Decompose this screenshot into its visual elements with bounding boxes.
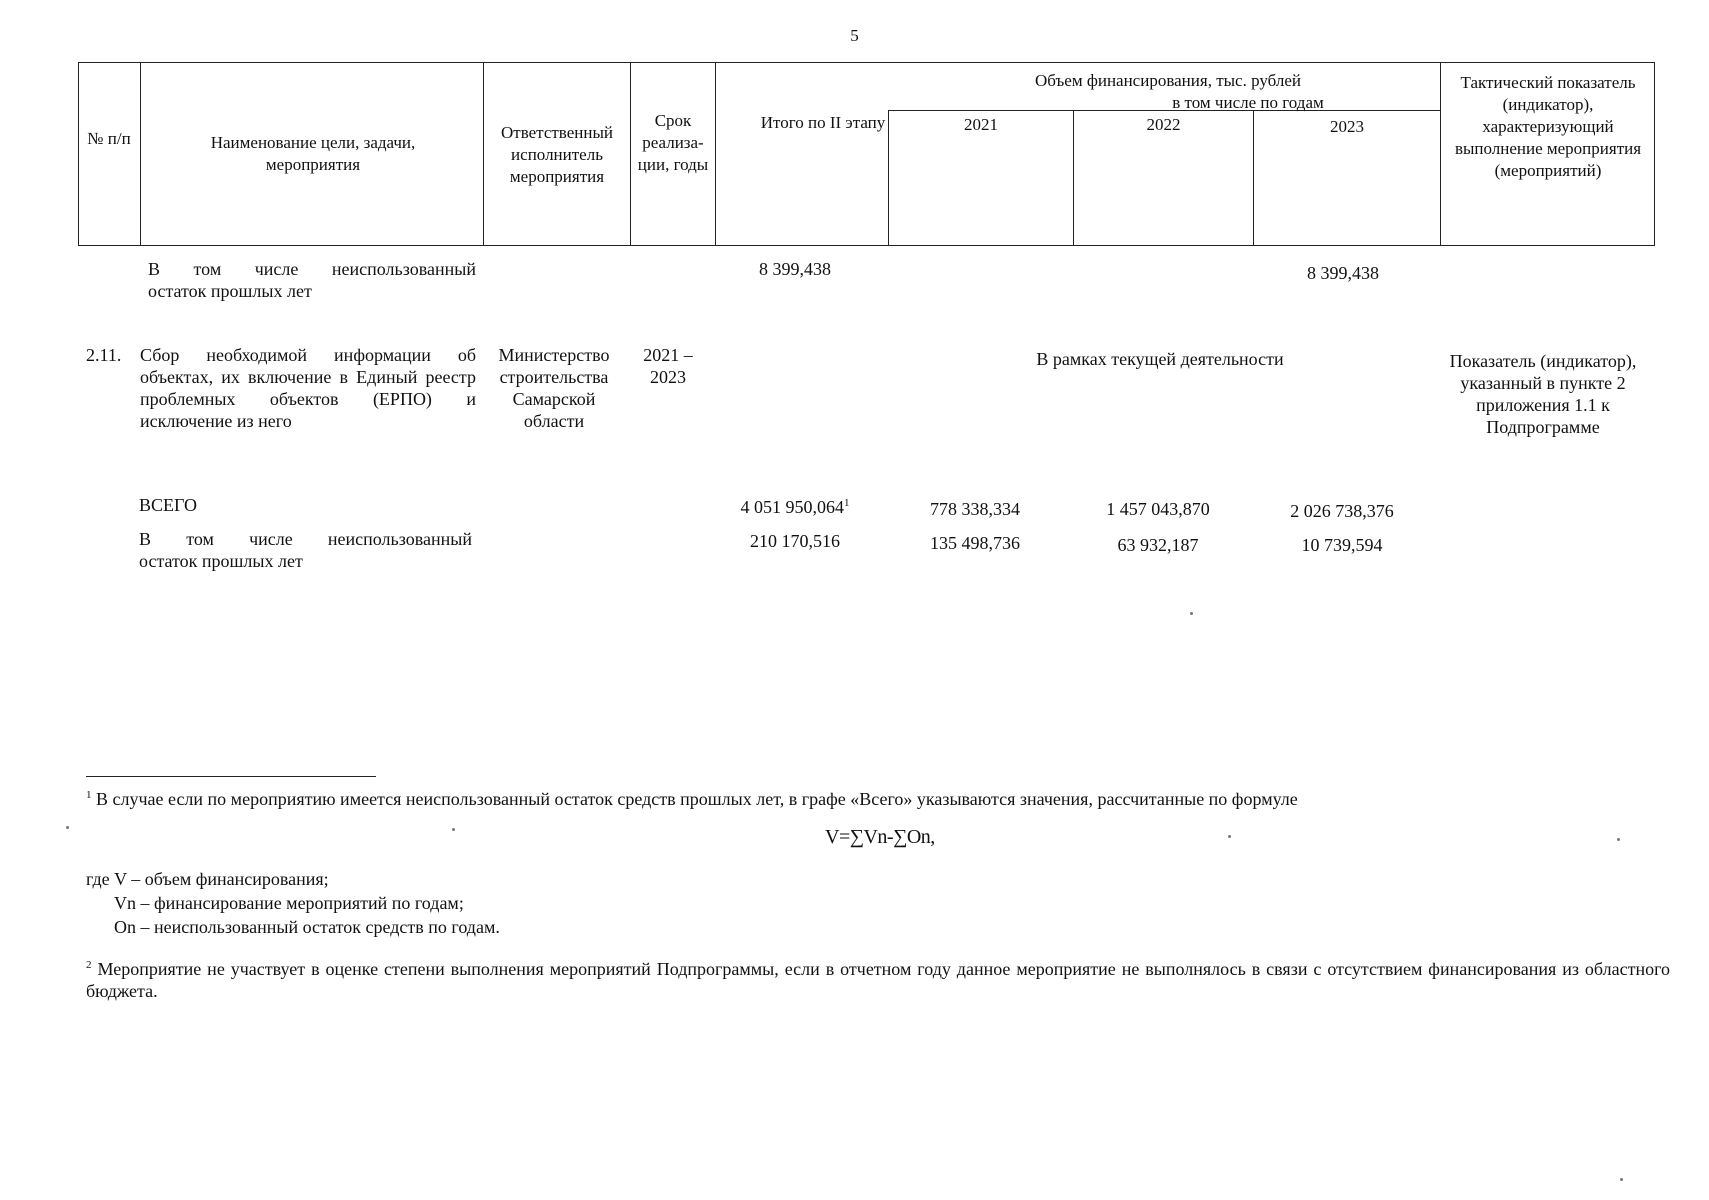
row-unused-total-name-line1: В том числе неиспользованный	[139, 529, 472, 549]
footnote-where-vn: Vn – финансирование мероприятий по годам;	[114, 893, 464, 913]
row-total-footnote-mark: 1	[844, 497, 850, 509]
row-total-2023: 2 026 738,376	[1290, 501, 1394, 521]
header-col-indicator: Тактический показатель (индикатор), характеризующий выполнение мероприятия (мероприятий)	[1454, 73, 1642, 180]
row-total-total-value: 4 051 950,064	[740, 497, 844, 517]
footnote-where-on: On – неиспользованный остаток средств по годам.	[114, 917, 500, 937]
row-unused-total-2023: 10 739,594	[1301, 535, 1383, 555]
table-header	[78, 62, 1655, 248]
row-unused-total-total: 210 170,516	[750, 531, 840, 551]
footnote-2-mark: 2	[86, 959, 92, 971]
footnote-where-v: где V – объем финансирования;	[86, 869, 329, 889]
row-total-2022: 1 457 043,870	[1106, 499, 1210, 519]
header-year-2023: 2023	[1330, 117, 1364, 136]
row-211-number: 2.11.	[86, 345, 122, 365]
row-total-total	[710, 496, 880, 518]
footnote-divider	[86, 776, 376, 777]
footnote-1-mark: 1	[86, 789, 92, 801]
scan-speck	[1228, 835, 1231, 838]
scan-speck	[1617, 838, 1620, 841]
header-col-name: Наименование цели, задачи, мероприятия	[210, 133, 416, 174]
row-unused-1-total: 8 399,438	[759, 259, 831, 279]
col-divider	[715, 62, 716, 246]
header-col-executor: Ответственный исполнитель мероприятия	[501, 123, 613, 186]
page-number: 5	[850, 26, 859, 45]
col-divider	[140, 62, 141, 246]
row-211-funding-note: В рамках текущей деятельности	[1036, 349, 1284, 369]
row-211-term: 2021 – 2023	[643, 345, 693, 387]
header-col-by-years: в том числе по годам	[1172, 93, 1324, 112]
row-unused-total-name-line2: остаток прошлых лет	[139, 551, 303, 571]
footnote-2	[86, 958, 1670, 1002]
row-unused-1-2023: 8 399,438	[1307, 263, 1379, 283]
footnote-2-text: Мероприятие не участвует в оценке степени выполнения мероприятий Подпрограммы, если в отчетном году данное мероприятие не выполнялось в связи с отсутствием финансирования из областного бюджета.	[86, 959, 1671, 1001]
scan-speck	[1620, 1178, 1623, 1181]
col-divider	[1440, 62, 1441, 246]
footnote-1-text: В случае если по мероприятию имеется неиспользованный остаток средств прошлых лет, в графе «Всего» указываются значения, рассчитанные по формуле	[96, 789, 1298, 809]
formula: V=∑Vn-∑On,	[825, 826, 935, 848]
scan-speck	[66, 826, 69, 829]
header-col-total: Итого по II этапу	[760, 113, 886, 132]
row-211-executor: Министерство строительства Самарской области	[498, 345, 610, 431]
scan-speck	[1190, 612, 1193, 615]
footnote-1	[86, 788, 1606, 810]
row-unused-total-2022: 63 932,187	[1117, 535, 1199, 555]
header-year-2022: 2022	[1146, 115, 1181, 134]
row-total-name: ВСЕГО	[139, 495, 197, 515]
row-unused-total-2021: 135 498,736	[930, 533, 1020, 553]
row-total-2021: 778 338,334	[930, 499, 1020, 519]
row-unused-1-name-line2: остаток прошлых лет	[148, 281, 312, 301]
row-211-indicator: Показатель (индикатор), указанный в пункте 2 приложения 1.1 к Подпрограмме	[1449, 351, 1637, 437]
scan-speck	[452, 828, 455, 831]
row-211-name: Сбор необходимой информации об объектах, их включение в Единый реестр проблемных объектов (ЕРПО) и исключение из него	[140, 345, 476, 431]
header-col-no: № п/п	[87, 129, 131, 148]
row-unused-1-name-line1: В том числе неиспользованный	[148, 259, 476, 279]
header-year-2021: 2021	[964, 115, 998, 134]
header-col-term: Срок реализа-ции, годы	[637, 111, 709, 174]
header-col-funding: Объем финансирования, тыс. рублей	[1034, 71, 1301, 90]
